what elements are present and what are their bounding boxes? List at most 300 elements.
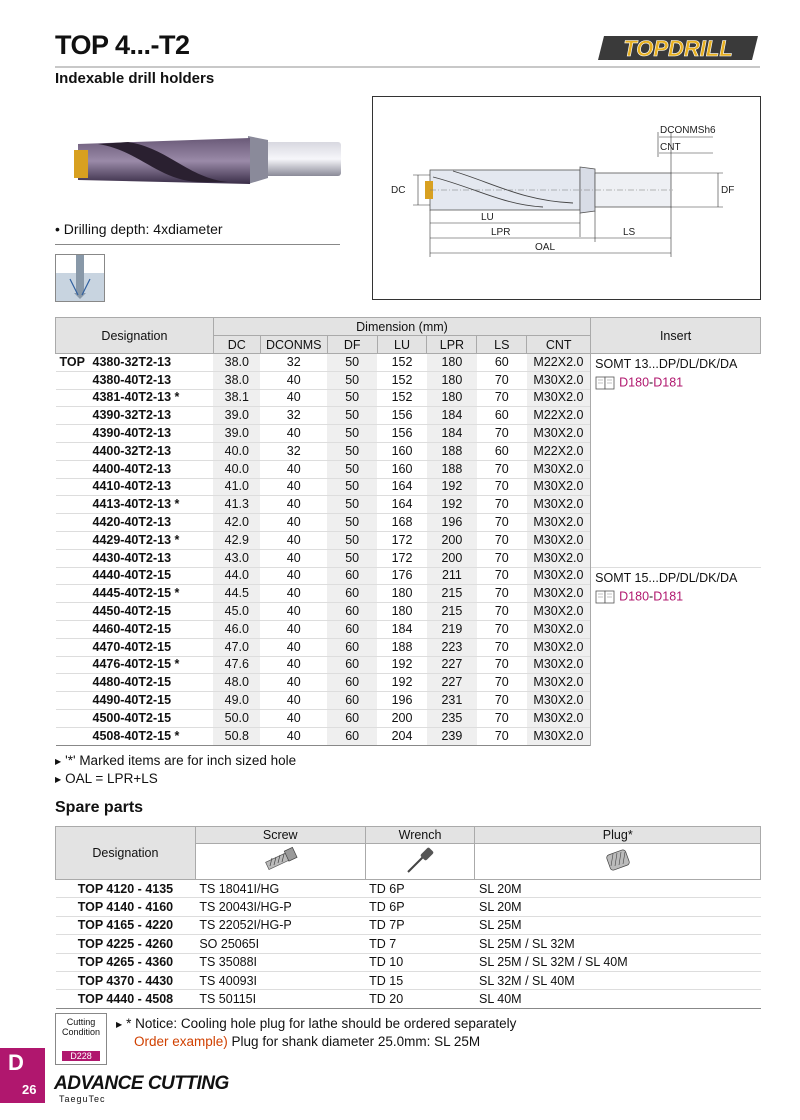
dimension-cell: 184 bbox=[427, 407, 477, 425]
screw-code: TS 22052I/HG-P bbox=[195, 916, 365, 934]
dimension-cell: 160 bbox=[377, 442, 427, 460]
insert-page-ref[interactable] bbox=[595, 589, 756, 605]
dimension-cell: 196 bbox=[427, 514, 477, 532]
dimension-cell: 50 bbox=[327, 531, 377, 549]
dimension-cell: 50 bbox=[327, 460, 377, 478]
cutting-condition-ref: D228 bbox=[62, 1051, 100, 1061]
designation-cell bbox=[56, 567, 214, 585]
designation-cell bbox=[56, 692, 214, 710]
dimension-cell: 60 bbox=[327, 709, 377, 727]
spare-row bbox=[56, 935, 761, 953]
inch-note: ▶ '*' Marked items are for inch sized hole bbox=[55, 753, 297, 768]
insert-ref-sep: - bbox=[649, 375, 654, 390]
brand-logo-text: TOPDRILL bbox=[623, 36, 733, 61]
dimension-cell: 172 bbox=[377, 531, 427, 549]
designation-cell bbox=[56, 478, 214, 496]
notice-text: * Notice: Cooling hole plug for lathe should be ordered separately bbox=[126, 1016, 517, 1031]
dimension-cell: 50 bbox=[327, 354, 377, 372]
dimension-cell: 192 bbox=[377, 656, 427, 674]
dimension-cell: M30X2.0 bbox=[527, 692, 591, 710]
wrench-code: TD 7P bbox=[365, 916, 475, 934]
dimension-cell: 60 bbox=[327, 603, 377, 621]
dimension-cell: 70 bbox=[477, 656, 527, 674]
plug-icon bbox=[600, 846, 636, 874]
dimension-cell: 152 bbox=[377, 354, 427, 372]
designation-cell bbox=[56, 656, 214, 674]
dimension-cell: 40 bbox=[260, 709, 327, 727]
dimension-cell: 180 bbox=[377, 603, 427, 621]
dimension-cell: 156 bbox=[377, 425, 427, 443]
designation-cell bbox=[56, 531, 214, 549]
dimension-cell: 40 bbox=[260, 531, 327, 549]
dimension-cell: M30X2.0 bbox=[527, 709, 591, 727]
screw-code: TS 50115I bbox=[195, 990, 365, 1008]
dimension-cell: 227 bbox=[427, 656, 477, 674]
dimension-cell: M30X2.0 bbox=[527, 371, 591, 389]
designation-cell bbox=[56, 354, 214, 372]
dimension-cell: 32 bbox=[260, 442, 327, 460]
designation-code: 4390-40T2-13 bbox=[92, 426, 172, 441]
col-dconms: DCONMS bbox=[260, 336, 327, 354]
dimension-cell: 42.0 bbox=[213, 514, 260, 532]
spare-designation: TOP 4165 - 4220 bbox=[56, 916, 196, 934]
designation-code: 4400-32T2-13 bbox=[92, 443, 172, 458]
footer-logo: ADVANCE CUTTING bbox=[54, 1073, 229, 1094]
dimension-cell: 46.0 bbox=[213, 620, 260, 638]
label-lpr: LPR bbox=[491, 227, 511, 238]
dimension-cell: 70 bbox=[477, 585, 527, 603]
spare-designation: TOP 4265 - 4360 bbox=[56, 953, 196, 971]
header-designation: Designation bbox=[56, 318, 214, 354]
spare-parts-title: Spare parts bbox=[55, 799, 144, 816]
dimension-cell: 40 bbox=[260, 603, 327, 621]
dimension-cell: M30X2.0 bbox=[527, 514, 591, 532]
dimension-cell: 50 bbox=[327, 496, 377, 514]
spare-row bbox=[56, 971, 761, 989]
dimension-cell: 50 bbox=[327, 389, 377, 407]
designation-code: 4381-40T2-13 * bbox=[92, 390, 180, 405]
spare-designation: TOP 4440 - 4508 bbox=[56, 990, 196, 1008]
screw-code: TS 35088I bbox=[195, 953, 365, 971]
dimension-cell: 235 bbox=[427, 709, 477, 727]
dimension-cell: 70 bbox=[477, 603, 527, 621]
dimension-cell: 164 bbox=[377, 478, 427, 496]
dimension-cell: 40 bbox=[260, 549, 327, 567]
label-oal: OAL bbox=[535, 242, 556, 253]
designation-code: 4460-40T2-15 bbox=[92, 621, 172, 636]
wrench-code: TD 7 bbox=[365, 935, 475, 953]
designation-code: 4508-40T2-15 * bbox=[92, 728, 180, 743]
label-ls: LS bbox=[623, 227, 636, 238]
designation-code: 4440-40T2-15 bbox=[92, 568, 172, 583]
designation-cell bbox=[56, 514, 214, 532]
dimension-cell: 70 bbox=[477, 620, 527, 638]
dimension-cell: M22X2.0 bbox=[527, 354, 591, 372]
insert-ref-sep: - bbox=[649, 588, 654, 603]
dimension-cell: 48.0 bbox=[213, 674, 260, 692]
dimension-cell: 180 bbox=[377, 585, 427, 603]
dimension-cell: 152 bbox=[377, 371, 427, 389]
table-row bbox=[56, 354, 761, 372]
dimension-cell: 60 bbox=[327, 620, 377, 638]
dimension-cell: M30X2.0 bbox=[527, 389, 591, 407]
dimension-cell: M30X2.0 bbox=[527, 585, 591, 603]
dimension-cell: 50 bbox=[327, 407, 377, 425]
dimension-cell: 239 bbox=[427, 727, 477, 745]
dimension-cell: M30X2.0 bbox=[527, 478, 591, 496]
label-dconms: DCONMSh6 bbox=[660, 125, 716, 136]
dimension-cell: 223 bbox=[427, 638, 477, 656]
insert-cell bbox=[591, 567, 761, 745]
plug-code: SL 25M / SL 32M / SL 40M bbox=[475, 953, 761, 971]
dimension-cell: 40.0 bbox=[213, 442, 260, 460]
designation-code: 4420-40T2-13 bbox=[92, 515, 172, 530]
dimension-cell: M30X2.0 bbox=[527, 425, 591, 443]
dimension-cell: 38.0 bbox=[213, 371, 260, 389]
dimension-cell: 184 bbox=[427, 425, 477, 443]
designation-code: 4380-40T2-13 bbox=[92, 372, 172, 387]
designation-cell bbox=[56, 549, 214, 567]
dimension-cell: 188 bbox=[427, 442, 477, 460]
dimension-cell: 70 bbox=[477, 478, 527, 496]
dimension-cell: M30X2.0 bbox=[527, 603, 591, 621]
spare-row bbox=[56, 953, 761, 971]
bullet-triangle-icon: ▶ bbox=[55, 756, 62, 766]
dimension-cell: M30X2.0 bbox=[527, 638, 591, 656]
spare-row bbox=[56, 916, 761, 934]
dimension-cell: 50.0 bbox=[213, 709, 260, 727]
label-cnt: CNT bbox=[660, 142, 681, 153]
dimension-cell: 164 bbox=[377, 496, 427, 514]
dimension-cell: 40 bbox=[260, 620, 327, 638]
dimension-cell: M30X2.0 bbox=[527, 727, 591, 745]
dimension-cell: 44.0 bbox=[213, 567, 260, 585]
spare-designation: TOP 4120 - 4135 bbox=[56, 880, 196, 898]
designation-cell bbox=[56, 442, 214, 460]
header-insert: Insert bbox=[591, 318, 761, 354]
designation-code: 4430-40T2-13 bbox=[92, 550, 172, 565]
dimension-cell: 38.1 bbox=[213, 389, 260, 407]
dimension-cell: 152 bbox=[377, 389, 427, 407]
bullet-triangle-icon: ▶ bbox=[55, 774, 62, 784]
section-letter: D bbox=[8, 1050, 24, 1075]
spare-header-screw: Screw bbox=[195, 827, 365, 844]
dimension-cell: 70 bbox=[477, 496, 527, 514]
dimension-cell: M30X2.0 bbox=[527, 620, 591, 638]
dimension-cell: 40 bbox=[260, 389, 327, 407]
dimension-cell: 70 bbox=[477, 709, 527, 727]
designation-code: 4490-40T2-15 bbox=[92, 693, 172, 708]
dimension-cell: 231 bbox=[427, 692, 477, 710]
dimension-cell: 211 bbox=[427, 567, 477, 585]
dimension-cell: 70 bbox=[477, 727, 527, 745]
dimension-cell: 41.3 bbox=[213, 496, 260, 514]
screw-code: SO 25065I bbox=[195, 935, 365, 953]
designation-prefix: TOP bbox=[59, 354, 85, 369]
cooling-plug-notice bbox=[116, 1015, 516, 1050]
dimension-cell: 50 bbox=[327, 514, 377, 532]
designation-code: 4445-40T2-15 * bbox=[92, 586, 180, 601]
designation-code: 4413-40T2-13 * bbox=[92, 497, 180, 512]
spare-designation: TOP 4140 - 4160 bbox=[56, 898, 196, 916]
plug-code: SL 20M bbox=[475, 880, 761, 898]
dimension-cell: 60 bbox=[477, 407, 527, 425]
dimension-cell: 215 bbox=[427, 603, 477, 621]
dimension-cell: 176 bbox=[377, 567, 427, 585]
designation-cell bbox=[56, 371, 214, 389]
col-ls: LS bbox=[477, 336, 527, 354]
spare-row bbox=[56, 990, 761, 1008]
dimension-cell: 50 bbox=[327, 478, 377, 496]
dimension-cell: 47.0 bbox=[213, 638, 260, 656]
dimension-cell: 60 bbox=[477, 442, 527, 460]
header-dimension: Dimension (mm) bbox=[213, 318, 590, 336]
order-example-text: Plug for shank diameter 25.0mm: SL 25M bbox=[227, 1033, 481, 1049]
dimension-cell: M30X2.0 bbox=[527, 674, 591, 692]
wrench-code: TD 6P bbox=[365, 880, 475, 898]
order-example-label: Order example) bbox=[134, 1033, 228, 1049]
dimension-cell: 40 bbox=[260, 514, 327, 532]
dimension-cell: 43.0 bbox=[213, 549, 260, 567]
dimension-cell: 32 bbox=[260, 354, 327, 372]
dimension-cell: M30X2.0 bbox=[527, 656, 591, 674]
designation-code: 4410-40T2-13 bbox=[92, 479, 172, 494]
section-tab bbox=[0, 1048, 45, 1103]
designation-cell bbox=[56, 460, 214, 478]
wrench-icon bbox=[402, 846, 438, 874]
designation-cell bbox=[56, 727, 214, 745]
dimension-cell: 168 bbox=[377, 514, 427, 532]
col-cnt: CNT bbox=[527, 336, 591, 354]
label-dc: DC bbox=[391, 185, 406, 196]
designation-cell bbox=[56, 496, 214, 514]
dimension-cell: M30X2.0 bbox=[527, 460, 591, 478]
spare-designation: TOP 4225 - 4260 bbox=[56, 935, 196, 953]
insert-cell bbox=[591, 354, 761, 568]
dimension-cell: 40 bbox=[260, 496, 327, 514]
holder-dimension-table bbox=[55, 317, 761, 746]
spare-row bbox=[56, 880, 761, 898]
dimension-cell: 50 bbox=[327, 425, 377, 443]
designation-cell bbox=[56, 585, 214, 603]
screw-code: TS 18041I/HG bbox=[195, 880, 365, 898]
page-subtitle: Indexable drill holders bbox=[55, 70, 215, 87]
dimension-cell: 219 bbox=[427, 620, 477, 638]
wrench-code: TD 15 bbox=[365, 971, 475, 989]
dimension-cell: 47.6 bbox=[213, 656, 260, 674]
insert-ref-start: D180 bbox=[619, 588, 650, 603]
dimension-cell: 192 bbox=[427, 496, 477, 514]
designation-cell bbox=[56, 620, 214, 638]
dimension-cell: 40 bbox=[260, 692, 327, 710]
dimension-cell: 180 bbox=[427, 371, 477, 389]
dimension-cell: 49.0 bbox=[213, 692, 260, 710]
dimension-cell: 192 bbox=[427, 478, 477, 496]
dimension-cell: 40 bbox=[260, 460, 327, 478]
designation-code: 4476-40T2-15 * bbox=[92, 657, 180, 672]
dimension-cell: 39.0 bbox=[213, 407, 260, 425]
feature-divider bbox=[55, 244, 340, 245]
wrench-code: TD 20 bbox=[365, 990, 475, 1008]
insert-ref-end: D181 bbox=[653, 375, 684, 390]
designation-code: 4450-40T2-15 bbox=[92, 604, 172, 619]
insert-page-ref[interactable] bbox=[595, 375, 756, 391]
plug-code: SL 25M bbox=[475, 916, 761, 934]
spare-header-wrench: Wrench bbox=[365, 827, 475, 844]
catalog-book-icon bbox=[595, 375, 617, 391]
dimension-cell: 184 bbox=[377, 620, 427, 638]
designation-cell bbox=[56, 407, 214, 425]
dimension-cell: 70 bbox=[477, 389, 527, 407]
dimension-cell: 188 bbox=[377, 638, 427, 656]
designation-code: 4500-40T2-15 bbox=[92, 710, 172, 725]
dimension-cell: 204 bbox=[377, 727, 427, 745]
dimension-cell: 196 bbox=[377, 692, 427, 710]
dimension-cell: 50 bbox=[327, 442, 377, 460]
screw-code: TS 20043I/HG-P bbox=[195, 898, 365, 916]
screw-icon bbox=[262, 846, 298, 874]
dimension-cell: 172 bbox=[377, 549, 427, 567]
dimension-cell: 227 bbox=[427, 674, 477, 692]
dimension-cell: 70 bbox=[477, 674, 527, 692]
dimension-cell: 70 bbox=[477, 371, 527, 389]
dimension-cell: 200 bbox=[427, 549, 477, 567]
dimension-cell: 40 bbox=[260, 674, 327, 692]
dimension-cell: 40 bbox=[260, 656, 327, 674]
designation-code: 4429-40T2-13 * bbox=[92, 532, 180, 547]
dimension-cell: 42.9 bbox=[213, 531, 260, 549]
table-notes bbox=[55, 752, 296, 788]
dimension-cell: 215 bbox=[427, 585, 477, 603]
dimension-cell: 40 bbox=[260, 727, 327, 745]
wrench-icon-cell bbox=[365, 844, 475, 880]
dimension-cell: 50 bbox=[327, 549, 377, 567]
dimension-cell: 32 bbox=[260, 407, 327, 425]
plug-code: SL 25M / SL 32M bbox=[475, 935, 761, 953]
dimension-cell: 50.8 bbox=[213, 727, 260, 745]
designation-code: 4380-32T2-13 bbox=[92, 354, 172, 369]
dimension-cell: 156 bbox=[377, 407, 427, 425]
dimension-cell: 60 bbox=[327, 585, 377, 603]
designation-cell bbox=[56, 425, 214, 443]
col-dc: DC bbox=[213, 336, 260, 354]
designation-cell bbox=[56, 389, 214, 407]
title-divider bbox=[55, 66, 760, 68]
dimension-cell: 180 bbox=[427, 354, 477, 372]
drill-photo bbox=[68, 130, 343, 192]
dimension-cell: M22X2.0 bbox=[527, 442, 591, 460]
cutting-condition-box[interactable] bbox=[55, 1013, 107, 1065]
spare-header-designation: Designation bbox=[56, 827, 196, 880]
dimension-cell: M30X2.0 bbox=[527, 549, 591, 567]
insert-ref-end: D181 bbox=[653, 588, 684, 603]
plug-code: SL 20M bbox=[475, 898, 761, 916]
insert-name: SOMT 13...DP/DL/DK/DA bbox=[595, 357, 738, 371]
insert-ref-start: D180 bbox=[619, 375, 650, 390]
designation-code: 4400-40T2-13 bbox=[92, 461, 172, 476]
dimension-cell: 40 bbox=[260, 371, 327, 389]
dimension-cell: 60 bbox=[327, 674, 377, 692]
table-row bbox=[56, 567, 761, 585]
brand-logo bbox=[598, 32, 762, 64]
cutting-condition-label-2: Condition bbox=[61, 1027, 101, 1037]
drilling-depth-icon bbox=[55, 254, 105, 302]
label-lu: LU bbox=[481, 212, 494, 223]
spare-parts-table bbox=[55, 826, 761, 1009]
dimension-cell: 60 bbox=[477, 354, 527, 372]
insert-name: SOMT 15...DP/DL/DK/DA bbox=[595, 570, 738, 585]
designation-cell bbox=[56, 603, 214, 621]
dimension-cell: 39.0 bbox=[213, 425, 260, 443]
dimension-cell: 40.0 bbox=[213, 460, 260, 478]
dimension-cell: 41.0 bbox=[213, 478, 260, 496]
dimension-cell: 50 bbox=[327, 371, 377, 389]
dimension-cell: M30X2.0 bbox=[527, 531, 591, 549]
dimension-cell: 60 bbox=[327, 567, 377, 585]
dimension-cell: 60 bbox=[327, 727, 377, 745]
dimension-cell: 70 bbox=[477, 638, 527, 656]
dimension-cell: 200 bbox=[427, 531, 477, 549]
screw-code: TS 40093I bbox=[195, 971, 365, 989]
dimension-cell: 60 bbox=[327, 692, 377, 710]
cutting-condition-label: Cutting bbox=[66, 1017, 96, 1027]
dimension-cell: 70 bbox=[477, 460, 527, 478]
dimension-cell: 180 bbox=[427, 389, 477, 407]
dimension-cell: 70 bbox=[477, 549, 527, 567]
dimension-cell: 70 bbox=[477, 425, 527, 443]
dimension-cell: 188 bbox=[427, 460, 477, 478]
dimension-cell: 40 bbox=[260, 638, 327, 656]
col-lpr: LPR bbox=[427, 336, 477, 354]
designation-cell bbox=[56, 709, 214, 727]
dimension-cell: 192 bbox=[377, 674, 427, 692]
page-number: 26 bbox=[22, 1082, 37, 1097]
spare-row bbox=[56, 898, 761, 916]
oal-note: ▶ OAL = LPR+LS bbox=[55, 770, 158, 786]
plug-code: SL 40M bbox=[475, 990, 761, 1008]
designation-cell bbox=[56, 674, 214, 692]
designation-cell bbox=[56, 638, 214, 656]
dimension-cell: 60 bbox=[327, 656, 377, 674]
dimension-cell: 60 bbox=[327, 638, 377, 656]
dimension-cell: 70 bbox=[477, 514, 527, 532]
catalog-book-icon bbox=[595, 589, 617, 605]
designation-code: 4390-32T2-13 bbox=[92, 408, 172, 423]
dimension-cell: 38.0 bbox=[213, 354, 260, 372]
dimension-cell: 40 bbox=[260, 567, 327, 585]
dimension-cell: 40 bbox=[260, 425, 327, 443]
label-df: DF bbox=[721, 185, 735, 196]
wrench-code: TD 10 bbox=[365, 953, 475, 971]
page-title: TOP 4...-T2 bbox=[55, 30, 190, 60]
col-df: DF bbox=[327, 336, 377, 354]
plug-code: SL 32M / SL 40M bbox=[475, 971, 761, 989]
wrench-code: TD 6P bbox=[365, 898, 475, 916]
dimension-cell: 44.5 bbox=[213, 585, 260, 603]
screw-icon-cell bbox=[195, 844, 365, 880]
dimension-cell: 70 bbox=[477, 531, 527, 549]
dimension-cell: 40 bbox=[260, 585, 327, 603]
col-lu: LU bbox=[377, 336, 427, 354]
plug-icon-cell bbox=[475, 844, 761, 880]
designation-code: 4470-40T2-15 bbox=[92, 639, 172, 654]
spare-header-plug: Plug* bbox=[475, 827, 761, 844]
dimension-cell: 160 bbox=[377, 460, 427, 478]
designation-code: 4480-40T2-15 bbox=[92, 675, 172, 690]
dimension-cell: M22X2.0 bbox=[527, 407, 591, 425]
bullet-triangle-icon: ▶ bbox=[116, 1019, 123, 1029]
dimension-cell: 70 bbox=[477, 567, 527, 585]
